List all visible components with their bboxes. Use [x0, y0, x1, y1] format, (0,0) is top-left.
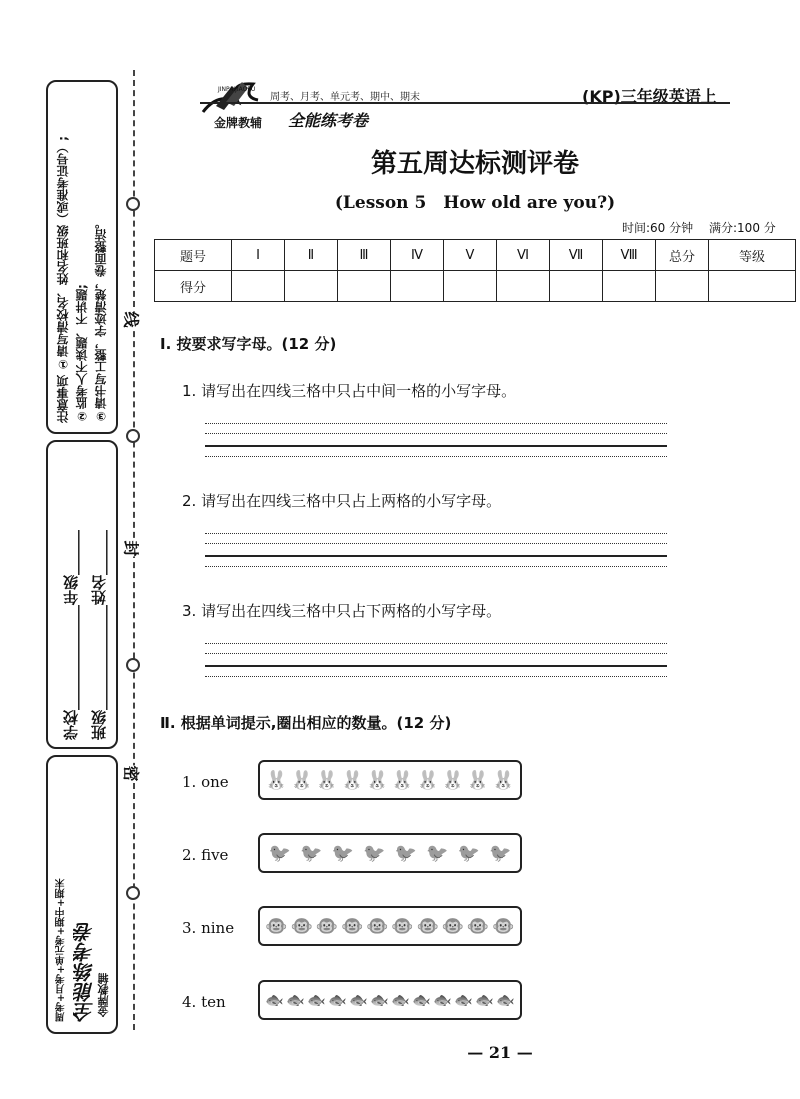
table-cell: Ⅷ — [603, 240, 656, 271]
notice-item-3: ③请书写工整，字迹清楚，卷面整洁。 — [94, 217, 108, 423]
question-3: 3. 请写出在四线三格中只占下两格的小写字母。 — [182, 602, 502, 620]
bird-icon[interactable]: 🐦 — [363, 842, 386, 864]
table-cell: Ⅰ — [232, 240, 285, 271]
rabbit-icon[interactable]: 🐰 — [340, 769, 364, 791]
header-rule — [200, 102, 730, 104]
picture-row-ten[interactable] — [258, 980, 522, 1020]
rabbit-icon[interactable]: 🐰 — [492, 769, 515, 791]
notice-label: 注意事项 — [56, 375, 70, 423]
monkey-icon[interactable]: 🐵 — [492, 915, 515, 937]
table-cell: 等级 — [709, 240, 796, 271]
section-1-heading: Ⅰ. 按要求写字母。(12 分) — [160, 335, 337, 353]
score-input-cell[interactable] — [338, 271, 391, 302]
item-label-one: 1. one — [182, 773, 229, 791]
promo-tags: 周考+月考+单元考+期中+期末 — [56, 878, 67, 1022]
binding-hole — [126, 429, 140, 443]
promo-brand: 金牌教辅 — [97, 973, 110, 1017]
score-table — [154, 239, 796, 302]
question-1: 1. 请写出在四线三格中只占中间一格的小写字母。 — [182, 382, 517, 400]
cut-mark-secret: 密 — [121, 765, 144, 781]
rabbit-icon[interactable]: 🐰 — [315, 769, 339, 791]
brand-pinyin: JINPAIJIAOFU — [218, 86, 256, 93]
table-cell: Ⅲ — [338, 240, 391, 271]
table-cell: Ⅳ — [391, 240, 444, 271]
page-number: — 21 — — [467, 1043, 533, 1062]
rabbit-icon[interactable]: 🐰 — [441, 769, 465, 791]
monkey-icon[interactable]: 🐵 — [315, 915, 339, 937]
table-cell: Ⅶ — [550, 240, 603, 271]
notice-item-1: ①请写清校名、姓名和班级（或准考证号）; — [56, 136, 70, 371]
student-info-box: 学校______________年级______ 班级______________姓名______ — [46, 440, 118, 749]
monkey-icon[interactable]: 🐵 — [391, 915, 414, 937]
score-input-cell[interactable] — [550, 271, 603, 302]
bird-icon[interactable]: 🐦 — [489, 842, 512, 864]
table-row — [155, 271, 796, 302]
school-label: 学校 — [62, 710, 80, 740]
notice-item-2: ②监考人不读题、不讲题; — [75, 284, 89, 423]
rabbit-icon[interactable]: 🐰 — [290, 769, 313, 791]
monkey-icon[interactable]: 🐵 — [366, 915, 389, 937]
page-title: 第五周达标测评卷 — [370, 149, 579, 179]
item-label-five: 2. five — [182, 846, 229, 864]
monkey-icon[interactable]: 🐵 — [340, 915, 364, 937]
fish-icon[interactable]: 🐟 — [349, 991, 368, 1009]
promo-box — [46, 755, 118, 1034]
fish-icon[interactable]: 🐟 — [433, 991, 452, 1009]
table-cell: Ⅵ — [497, 240, 550, 271]
score-input-cell[interactable] — [603, 271, 656, 302]
picture-row-five[interactable] — [258, 833, 522, 873]
fish-icon[interactable]: 🐟 — [370, 991, 389, 1009]
header-series: 全能练考卷 — [288, 111, 369, 130]
score-input-cell[interactable] — [391, 271, 444, 302]
table-cell: Ⅱ — [285, 240, 338, 271]
monkey-icon[interactable]: 🐵 — [416, 915, 439, 937]
four-line-grid[interactable] — [205, 423, 667, 457]
picture-row-nine[interactable] — [258, 906, 522, 946]
fish-icon[interactable]: 🐟 — [454, 991, 473, 1009]
monkey-icon[interactable]: 🐵 — [265, 915, 288, 937]
fish-icon[interactable]: 🐟 — [328, 991, 347, 1009]
four-line-grid[interactable] — [205, 533, 667, 567]
score-input-cell[interactable] — [656, 271, 709, 302]
score-input-cell[interactable] — [232, 271, 285, 302]
fish-icon[interactable]: 🐟 — [307, 991, 326, 1009]
full-score: 满分:100 分 — [709, 221, 776, 235]
table-cell: 得分 — [155, 271, 232, 302]
promo-series: 全能练考卷 — [73, 922, 97, 1022]
four-line-grid[interactable] — [205, 643, 667, 677]
page-subtitle: (Lesson 5 How old are you?) — [334, 193, 616, 213]
name-label: 姓名 — [90, 575, 108, 605]
picture-row-one[interactable] — [258, 760, 522, 800]
score-input-cell[interactable] — [497, 271, 550, 302]
rabbit-icon[interactable]: 🐰 — [366, 769, 389, 791]
binding-hole — [126, 886, 140, 900]
fish-icon[interactable]: 🐟 — [391, 991, 410, 1009]
class-label: 班级 — [90, 710, 108, 740]
rabbit-icon[interactable]: 🐰 — [416, 769, 439, 791]
item-label-nine: 3. nine — [182, 919, 235, 937]
monkey-icon[interactable]: 🐵 — [441, 915, 465, 937]
bird-icon[interactable]: 🐦 — [331, 842, 354, 864]
monkey-icon[interactable]: 🐵 — [466, 915, 490, 937]
brand-name: 金牌教辅 — [214, 116, 263, 130]
rabbit-icon[interactable]: 🐰 — [391, 769, 414, 791]
grade-label: 年级 — [62, 575, 80, 605]
exam-time: 时间:60 分钟 — [622, 221, 694, 235]
monkey-icon[interactable]: 🐵 — [290, 915, 313, 937]
fish-icon[interactable]: 🐟 — [286, 991, 305, 1009]
binding-hole — [126, 658, 140, 672]
question-2: 2. 请写出在四线三格中只占上两格的小写字母。 — [182, 492, 502, 510]
fish-icon[interactable]: 🐟 — [265, 991, 284, 1009]
table-cell: 题号 — [155, 240, 232, 271]
bird-icon[interactable]: 🐦 — [268, 842, 291, 864]
notice-box — [46, 80, 118, 434]
course-label: (KP)三年级英语上 — [582, 87, 717, 106]
bird-icon[interactable]: 🐦 — [426, 842, 449, 864]
table-cell: 总分 — [656, 240, 709, 271]
fish-icon[interactable]: 🐟 — [475, 991, 494, 1009]
table-row — [155, 240, 796, 271]
table-cell: Ⅴ — [444, 240, 497, 271]
header-tags: 周考、月考、单元考、期中、期末 — [270, 92, 420, 103]
score-input-cell[interactable] — [709, 271, 796, 302]
fish-icon[interactable]: 🐟 — [412, 991, 431, 1009]
score-input-cell[interactable] — [444, 271, 497, 302]
cut-mark-line: 线 — [121, 311, 144, 327]
bird-icon[interactable]: 🐦 — [457, 842, 480, 864]
score-input-cell[interactable] — [285, 271, 338, 302]
cut-mark-seal: 封 — [121, 540, 144, 556]
rabbit-icon[interactable]: 🐰 — [265, 769, 288, 791]
bird-icon[interactable]: 🐦 — [300, 842, 323, 864]
rabbit-icon[interactable]: 🐰 — [466, 769, 490, 791]
bird-icon[interactable]: 🐦 — [394, 842, 417, 864]
fish-icon[interactable]: 🐟 — [496, 991, 515, 1009]
item-label-ten: 4. ten — [182, 993, 226, 1011]
section-2-heading: Ⅱ. 根据单词提示,圈出相应的数量。(12 分) — [160, 714, 452, 732]
